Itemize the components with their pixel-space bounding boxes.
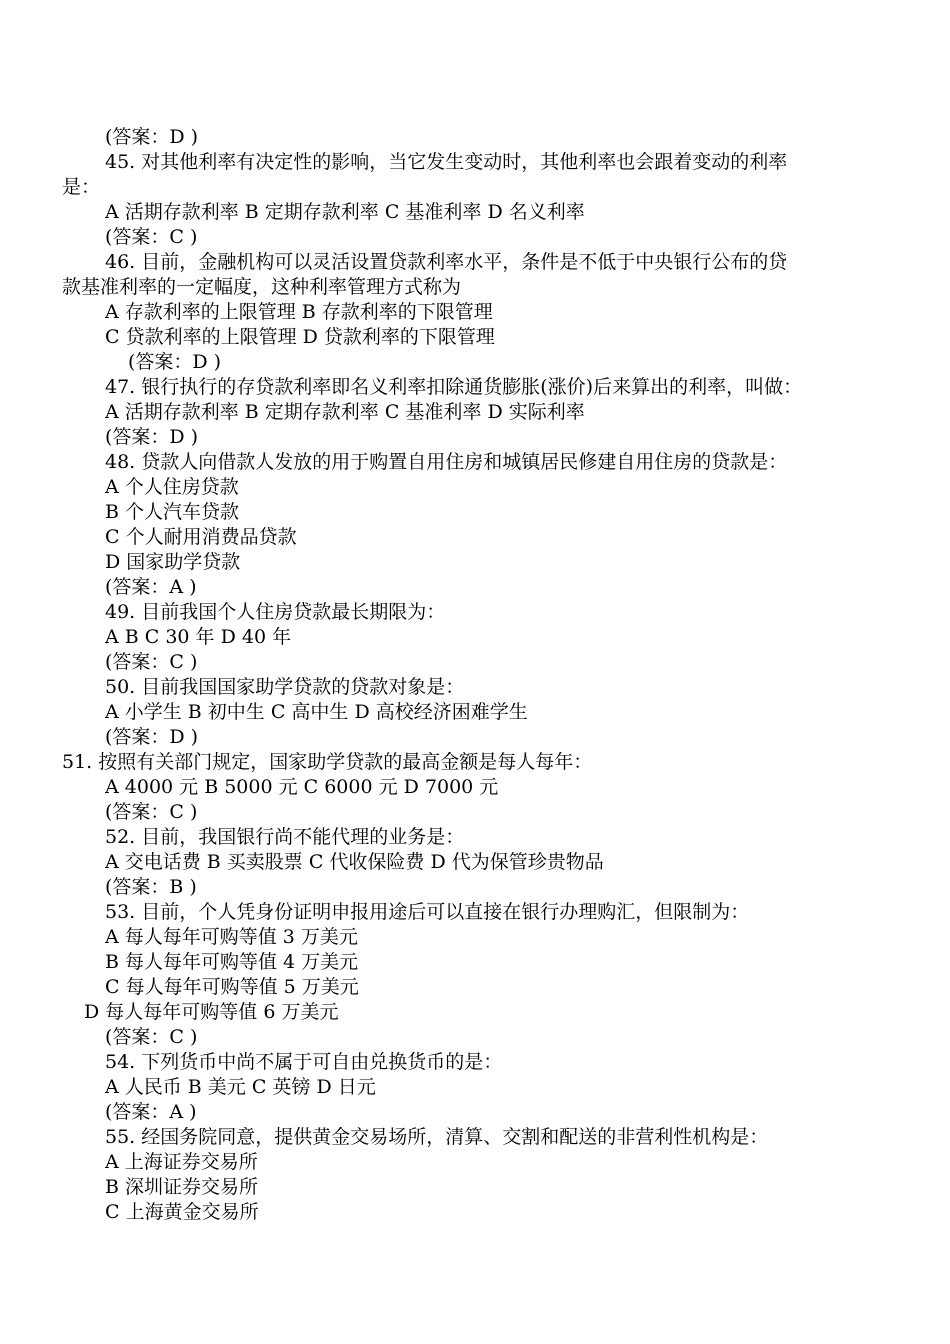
answer-line: (答案：C ) bbox=[105, 226, 198, 248]
question-line: 45. 对其他利率有决定性的影响，当它发生变动时，其他利率也会跟着变动的利率 bbox=[105, 151, 788, 173]
question-line: 52. 目前，我国银行尚不能代理的业务是： bbox=[105, 826, 465, 848]
option-line: A 4000 元 B 5000 元 C 6000 元 D 7000 元 bbox=[105, 776, 499, 798]
question-line: 46. 目前，金融机构可以灵活设置贷款利率水平，条件是不低于中央银行公布的贷 bbox=[105, 251, 788, 273]
option-line: B 每人每年可购等值 4 万美元 bbox=[105, 951, 359, 973]
question-line: 54. 下列货币中尚不属于可自由兑换货币的是： bbox=[105, 1051, 503, 1073]
option-line: A 活期存款利率 B 定期存款利率 C 基准利率 D 实际利率 bbox=[105, 401, 585, 423]
option-line: D 国家助学贷款 bbox=[105, 551, 241, 573]
answer-line: (答案：C ) bbox=[105, 801, 198, 823]
question-line: 款基准利率的一定幅度，这种利率管理方式称为 bbox=[62, 276, 462, 298]
option-line: A 活期存款利率 B 定期存款利率 C 基准利率 D 名义利率 bbox=[105, 201, 585, 223]
option-line: C 每人每年可购等值 5 万美元 bbox=[105, 976, 359, 998]
question-line: 53. 目前，个人凭身份证明申报用途后可以直接在银行办理购汇，但限制为： bbox=[105, 901, 750, 923]
option-line: A 人民币 B 美元 C 英镑 D 日元 bbox=[105, 1076, 376, 1098]
option-line: C 上海黄金交易所 bbox=[105, 1201, 259, 1223]
question-line: 50. 目前我国国家助学贷款的贷款对象是： bbox=[105, 676, 465, 698]
option-line: A B C 30 年 D 40 年 bbox=[105, 626, 292, 648]
answer-line: (答案：C ) bbox=[105, 651, 198, 673]
option-line: A 个人住房贷款 bbox=[105, 476, 239, 498]
question-line: 48. 贷款人向借款人发放的用于购置自用住房和城镇居民修建自用住房的贷款是： bbox=[105, 451, 788, 473]
question-line: 是： bbox=[62, 176, 101, 198]
option-line: A 每人每年可购等值 3 万美元 bbox=[105, 926, 358, 948]
option-line: A 存款利率的上限管理 B 存款利率的下限管理 bbox=[105, 301, 493, 323]
answer-line: (答案：D ) bbox=[105, 426, 199, 448]
option-line: D 每人每年可购等值 6 万美元 bbox=[84, 1001, 339, 1023]
option-line: C 贷款利率的上限管理 D 贷款利率的下限管理 bbox=[105, 326, 495, 348]
question-line: 47. 银行执行的存贷款利率即名义利率扣除通货膨胀(涨价)后来算出的利率，叫做： bbox=[105, 376, 803, 398]
question-line: 51. 按照有关部门规定，国家助学贷款的最高金额是每人每年： bbox=[62, 751, 593, 773]
option-line: A 小学生 B 初中生 C 高中生 D 高校经济困难学生 bbox=[105, 701, 528, 723]
answer-line: (答案：C ) bbox=[105, 1026, 198, 1048]
question-line: 55. 经国务院同意，提供黄金交易场所，清算、交割和配送的非营利性机构是： bbox=[105, 1126, 769, 1148]
option-line: B 深圳证券交易所 bbox=[105, 1176, 259, 1198]
answer-line: (答案：B ) bbox=[105, 876, 197, 898]
option-line: A 上海证券交易所 bbox=[105, 1151, 258, 1173]
option-line: B 个人汽车贷款 bbox=[105, 501, 240, 523]
option-line: A 交电话费 B 买卖股票 C 代收保险费 D 代为保管珍贵物品 bbox=[105, 851, 604, 873]
question-line: 49. 目前我国个人住房贷款最长期限为： bbox=[105, 601, 446, 623]
answer-line: (答案：A ) bbox=[105, 1101, 197, 1123]
option-line: C 个人耐用消费品贷款 bbox=[105, 526, 297, 548]
answer-line: (答案：D ) bbox=[128, 351, 222, 373]
answer-line: (答案：D ) bbox=[105, 126, 199, 148]
answer-line: (答案：D ) bbox=[105, 726, 199, 748]
answer-line: (答案：A ) bbox=[105, 576, 197, 598]
